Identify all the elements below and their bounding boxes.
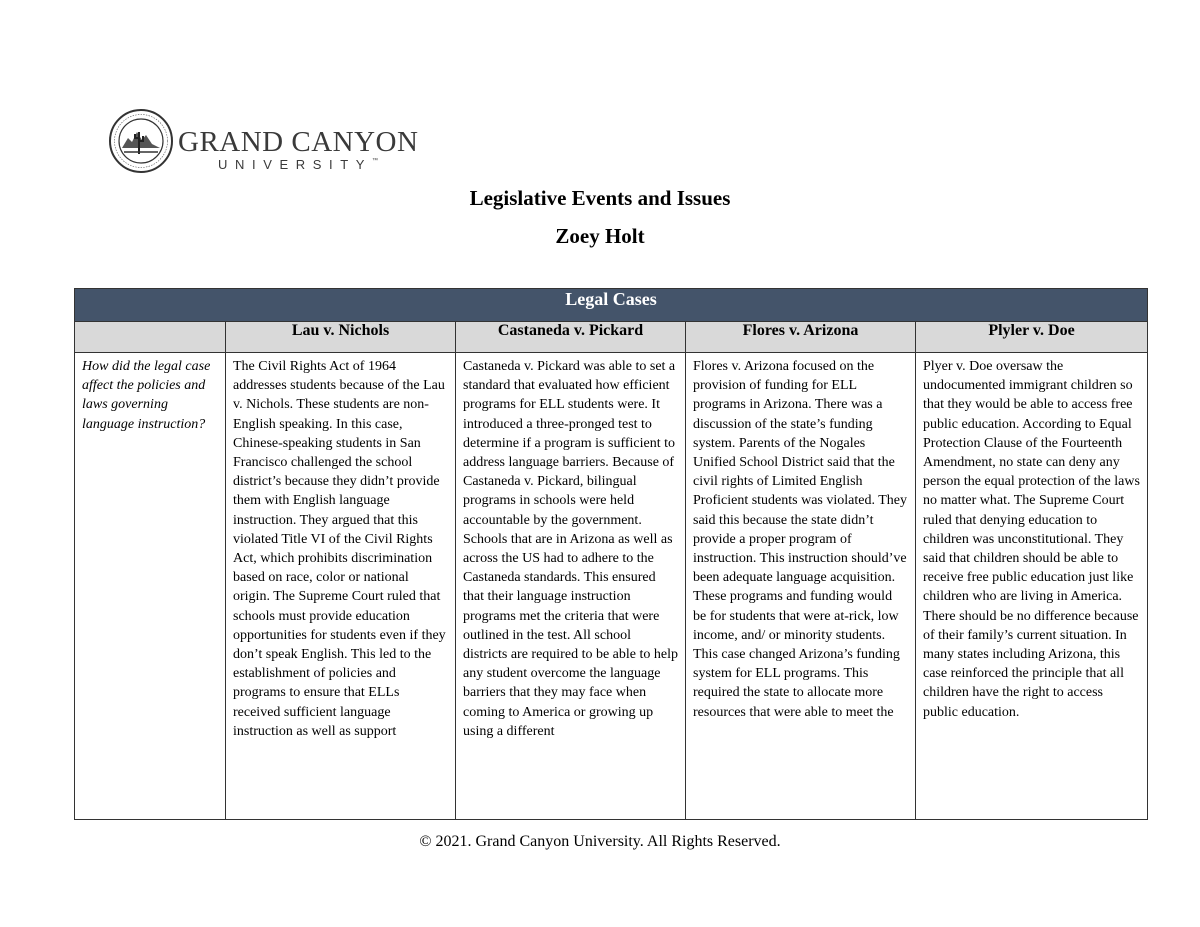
column-header-castaneda-v-pickard: Castaneda v. Pickard	[456, 322, 686, 353]
column-header-flores-v-arizona: Flores v. Arizona	[686, 322, 916, 353]
logo-university-word: UNIVERSITY	[218, 157, 373, 172]
column-header-lau-v-nichols: Lau v. Nichols	[226, 322, 456, 353]
legal-cases-table	[74, 288, 1148, 820]
table-row	[75, 353, 1148, 820]
table-header-row	[75, 289, 1148, 322]
university-logo	[108, 108, 419, 176]
cell-castaneda-v-pickard: Castaneda v. Pickard was able to set a standard that evaluated how efficient programs for ELL students were. It introduced a three-pronged test to determine if a program is sufficient to address language barriers. Because of Castaneda v. Pickard, bilingual programs in schools were held accountable by the government. Schools that are in Arizona as well as across the US had to adhere to the Castaneda standards. This ensured that their language instruction programs met the criteria that were outlined in the test. All school districts are required to be able to help any student overcome the language barriers that they may face when coming to America or growing up using a different	[456, 353, 686, 820]
cell-flores-v-arizona: Flores v. Arizona focused on the provision of funding for ELL programs in Arizona. There was a discussion of the state’s funding system. Parents of the Nogales Unified School District said that the civil rights of Limited English Proficient students was violated. They said this because the state didn’t provide a proper program of instruction. This instruction should’ve been adequate language acquisition. These programs and funding would be for students that were at-rick, low income, and/ or minority students. This case changed Arizona’s funding system for ELL programs. This required the state to allocate more resources that were able to meet the	[686, 353, 916, 820]
logo-name-line1: GRAND CANYON	[178, 126, 419, 158]
column-header-plyler-v-doe: Plyler v. Doe	[916, 322, 1148, 353]
copyright-footer: © 2021. Grand Canyon University. All Rights Reserved.	[419, 833, 781, 850]
university-seal-icon	[108, 108, 174, 174]
row-question: How did the legal case affect the policies and laws governing language instruction?	[75, 353, 226, 820]
cell-lau-v-nichols: The Civil Rights Act of 1964 addresses students because of the Lau v. Nichols. These students are non-English speaking. In this case, Chinese-speaking students in San Francisco challenged the school district’s because they didn’t provide them with English language instruction. They argued that this violated Title VI of the Civil Rights Act, which prohibits discrimination based on race, color or national origin. The Supreme Court ruled that schools must provide education opportunities for students even if they don’t speak English. This led to the establishment of policies and programs to ensure that ELLs received sufficient language instruction as well as support	[226, 353, 456, 820]
author-name: Zoey Holt	[555, 224, 645, 248]
logo-name-line2	[218, 158, 378, 171]
trademark-symbol: ™	[372, 158, 379, 164]
column-header-row	[75, 322, 1148, 353]
cell-plyler-v-doe: Plyer v. Doe oversaw the undocumented immigrant children so that they would be able to access free public education. According to Equal Protection Clause of the Fourteenth Amendment, no state can deny any person the equal protection of the laws no matter what. The Supreme Court ruled that denying education to children was unconstitutional. They said that children should be able to receive free public education just like children who are living in America. There should be no difference because of their family’s current situation. In many states including Arizona, this case reinforced the principle that all children have the right to access public education.	[916, 353, 1148, 820]
table-header: Legal Cases	[75, 289, 1148, 322]
document-title: Legislative Events and Issues	[469, 186, 731, 210]
column-header-empty	[75, 322, 226, 353]
